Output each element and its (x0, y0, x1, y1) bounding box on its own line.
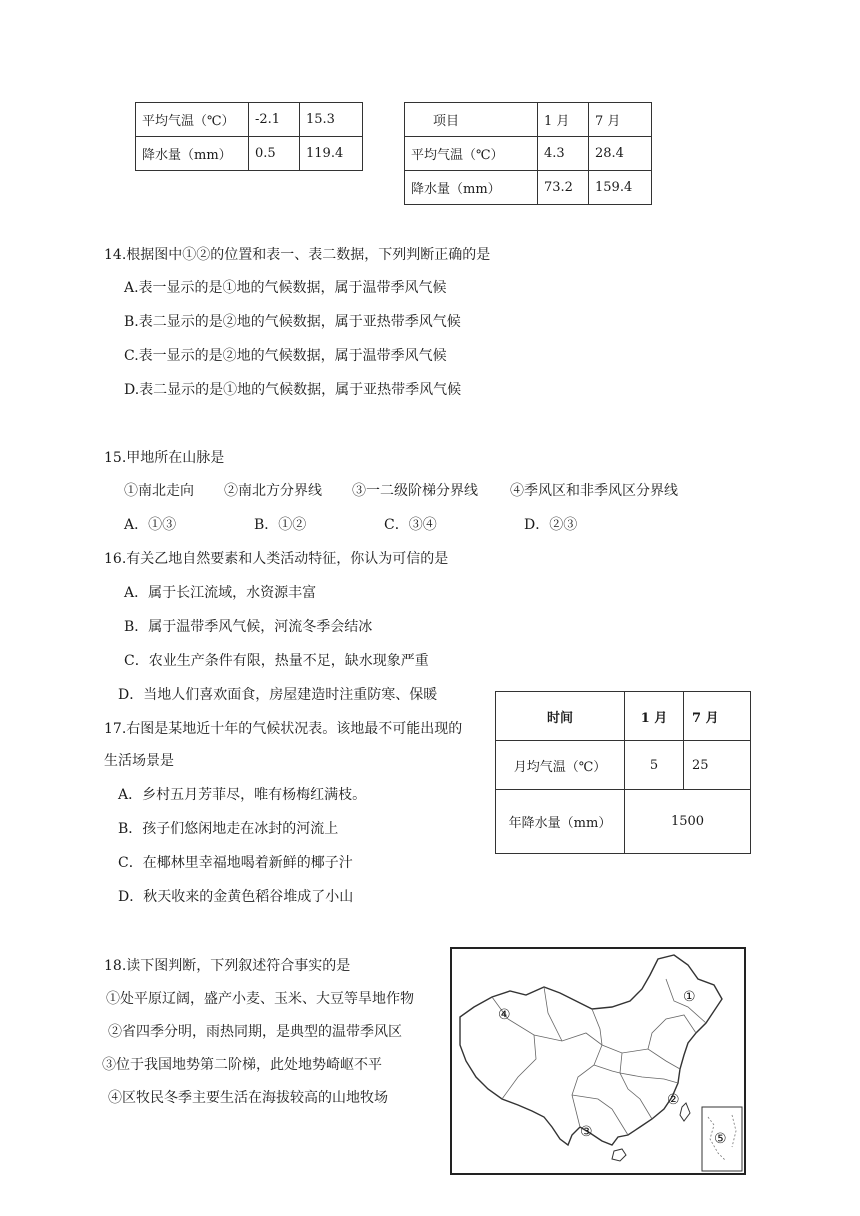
q17-option-b: B．孩子们悠闲地走在冰封的河流上 (118, 821, 339, 837)
map-marker-4: ④ (498, 1007, 511, 1023)
q15-option-d: D．②③ (524, 517, 578, 533)
table-cell: 28.4 (589, 137, 652, 171)
map-marker-3: ③ (580, 1124, 593, 1140)
q18-statement-2: ②省四季分明，雨热同期，是典型的温带季风区 (108, 1024, 402, 1040)
q16-option-c: C．农业生产条件有限，热量不足，缺水现象严重 (124, 653, 429, 669)
question-16-stem: 16.有关乙地自然要素和人类活动特征，你认为可信的是 (104, 551, 449, 567)
question-15-stem: 15.甲地所在山脉是 (104, 450, 225, 466)
question-17-stem-line2: 生活场景是 (104, 753, 174, 769)
q15-statement-2: ②南北方分界线 (224, 483, 322, 499)
taiwan-island (680, 1103, 690, 1121)
table-cell: 降水量（mm） (136, 137, 249, 171)
china-outline (460, 955, 722, 1145)
table-cell: 平均气温（℃） (136, 103, 249, 137)
table-cell: 月均气温（℃） (496, 741, 625, 790)
table-cell: 159.4 (589, 171, 652, 205)
table-header-cell: 1 月 (625, 692, 684, 741)
q18-statement-1: ①处平原辽阔，盛产小麦、玉米、大豆等旱地作物 (106, 991, 414, 1007)
table-cell: 15.3 (300, 103, 363, 137)
q15-statement-1: ①南北走向 (124, 483, 194, 499)
q15-option-b: B．①② (254, 517, 307, 533)
table-cell: 5 (625, 741, 684, 790)
climate-table-2 (404, 102, 652, 205)
climate-table-1 (135, 102, 363, 171)
map-marker-1: ① (683, 989, 696, 1005)
table-header-cell: 项目 (405, 103, 538, 137)
q18-statement-3: ③位于我国地势第二阶梯，此处地势崎岖不平 (102, 1057, 382, 1073)
table-cell: 4.3 (538, 137, 589, 171)
q17-option-d: D．秋天收来的金黄色稻谷堆成了小山 (118, 889, 354, 905)
question-17-stem: 17.右图是某地近十年的气候状况表。该地最不可能出现的 (104, 721, 463, 737)
table-header-cell: 7 月 (589, 103, 652, 137)
q16-option-a: A．属于长江流域，水资源丰富 (124, 585, 317, 601)
q15-option-c: C．③④ (384, 517, 437, 533)
question-14-stem: 14.根据图中①②的位置和表一、表二数据，下列判断正确的是 (104, 247, 491, 263)
table-cell: 73.2 (538, 171, 589, 205)
q15-statement-4: ④季风区和非季风区分界线 (510, 483, 678, 499)
table-cell: 0.5 (249, 137, 300, 171)
table-cell: 119.4 (300, 137, 363, 171)
q16-option-b: B．属于温带季风气候，河流冬季会结冰 (124, 619, 373, 635)
map-marker-2: ② (667, 1092, 680, 1108)
table-header-cell: 1 月 (538, 103, 589, 137)
q18-statement-4: ④区牧民冬季主要生活在海拔较高的山地牧场 (108, 1090, 388, 1106)
table-header-cell: 时间 (496, 692, 625, 741)
china-map-drawing (452, 949, 744, 1173)
q14-option-d: D.表二显示的是①地的气候数据，属于亚热带季风气候 (124, 382, 462, 398)
q17-option-c: C．在椰林里幸福地喝着新鲜的椰子汁 (118, 855, 353, 871)
table-cell: 平均气温（℃） (405, 137, 538, 171)
q14-option-b: B.表二显示的是②地的气候数据，属于亚热带季风气候 (124, 314, 461, 330)
question-18-stem: 18.读下图判断，下列叙述符合事实的是 (104, 958, 351, 974)
table-header-cell: 7 月 (684, 692, 751, 741)
table-cell: 降水量（mm） (405, 171, 538, 205)
table-cell: 1500 (625, 790, 751, 854)
table-cell: 25 (684, 741, 751, 790)
climate-table-q17 (495, 691, 751, 854)
q15-option-a: A．①③ (124, 517, 177, 533)
table-cell: 年降水量（mm） (496, 790, 625, 854)
map-marker-5: ⑤ (714, 1131, 727, 1147)
q16-option-d: D．当地人们喜欢面食，房屋建造时注重防寒、保暖 (118, 687, 438, 703)
china-map (450, 947, 746, 1175)
table-cell: -2.1 (249, 103, 300, 137)
q14-option-c: C.表一显示的是②地的气候数据，属于温带季风气候 (124, 348, 447, 364)
hainan-island (612, 1149, 626, 1161)
q17-option-a: A．乡村五月芳菲尽，唯有杨梅红满枝。 (118, 787, 367, 803)
q15-statement-3: ③一二级阶梯分界线 (352, 483, 478, 499)
q14-option-a: A.表一显示的是①地的气候数据，属于温带季风气候 (124, 280, 447, 296)
